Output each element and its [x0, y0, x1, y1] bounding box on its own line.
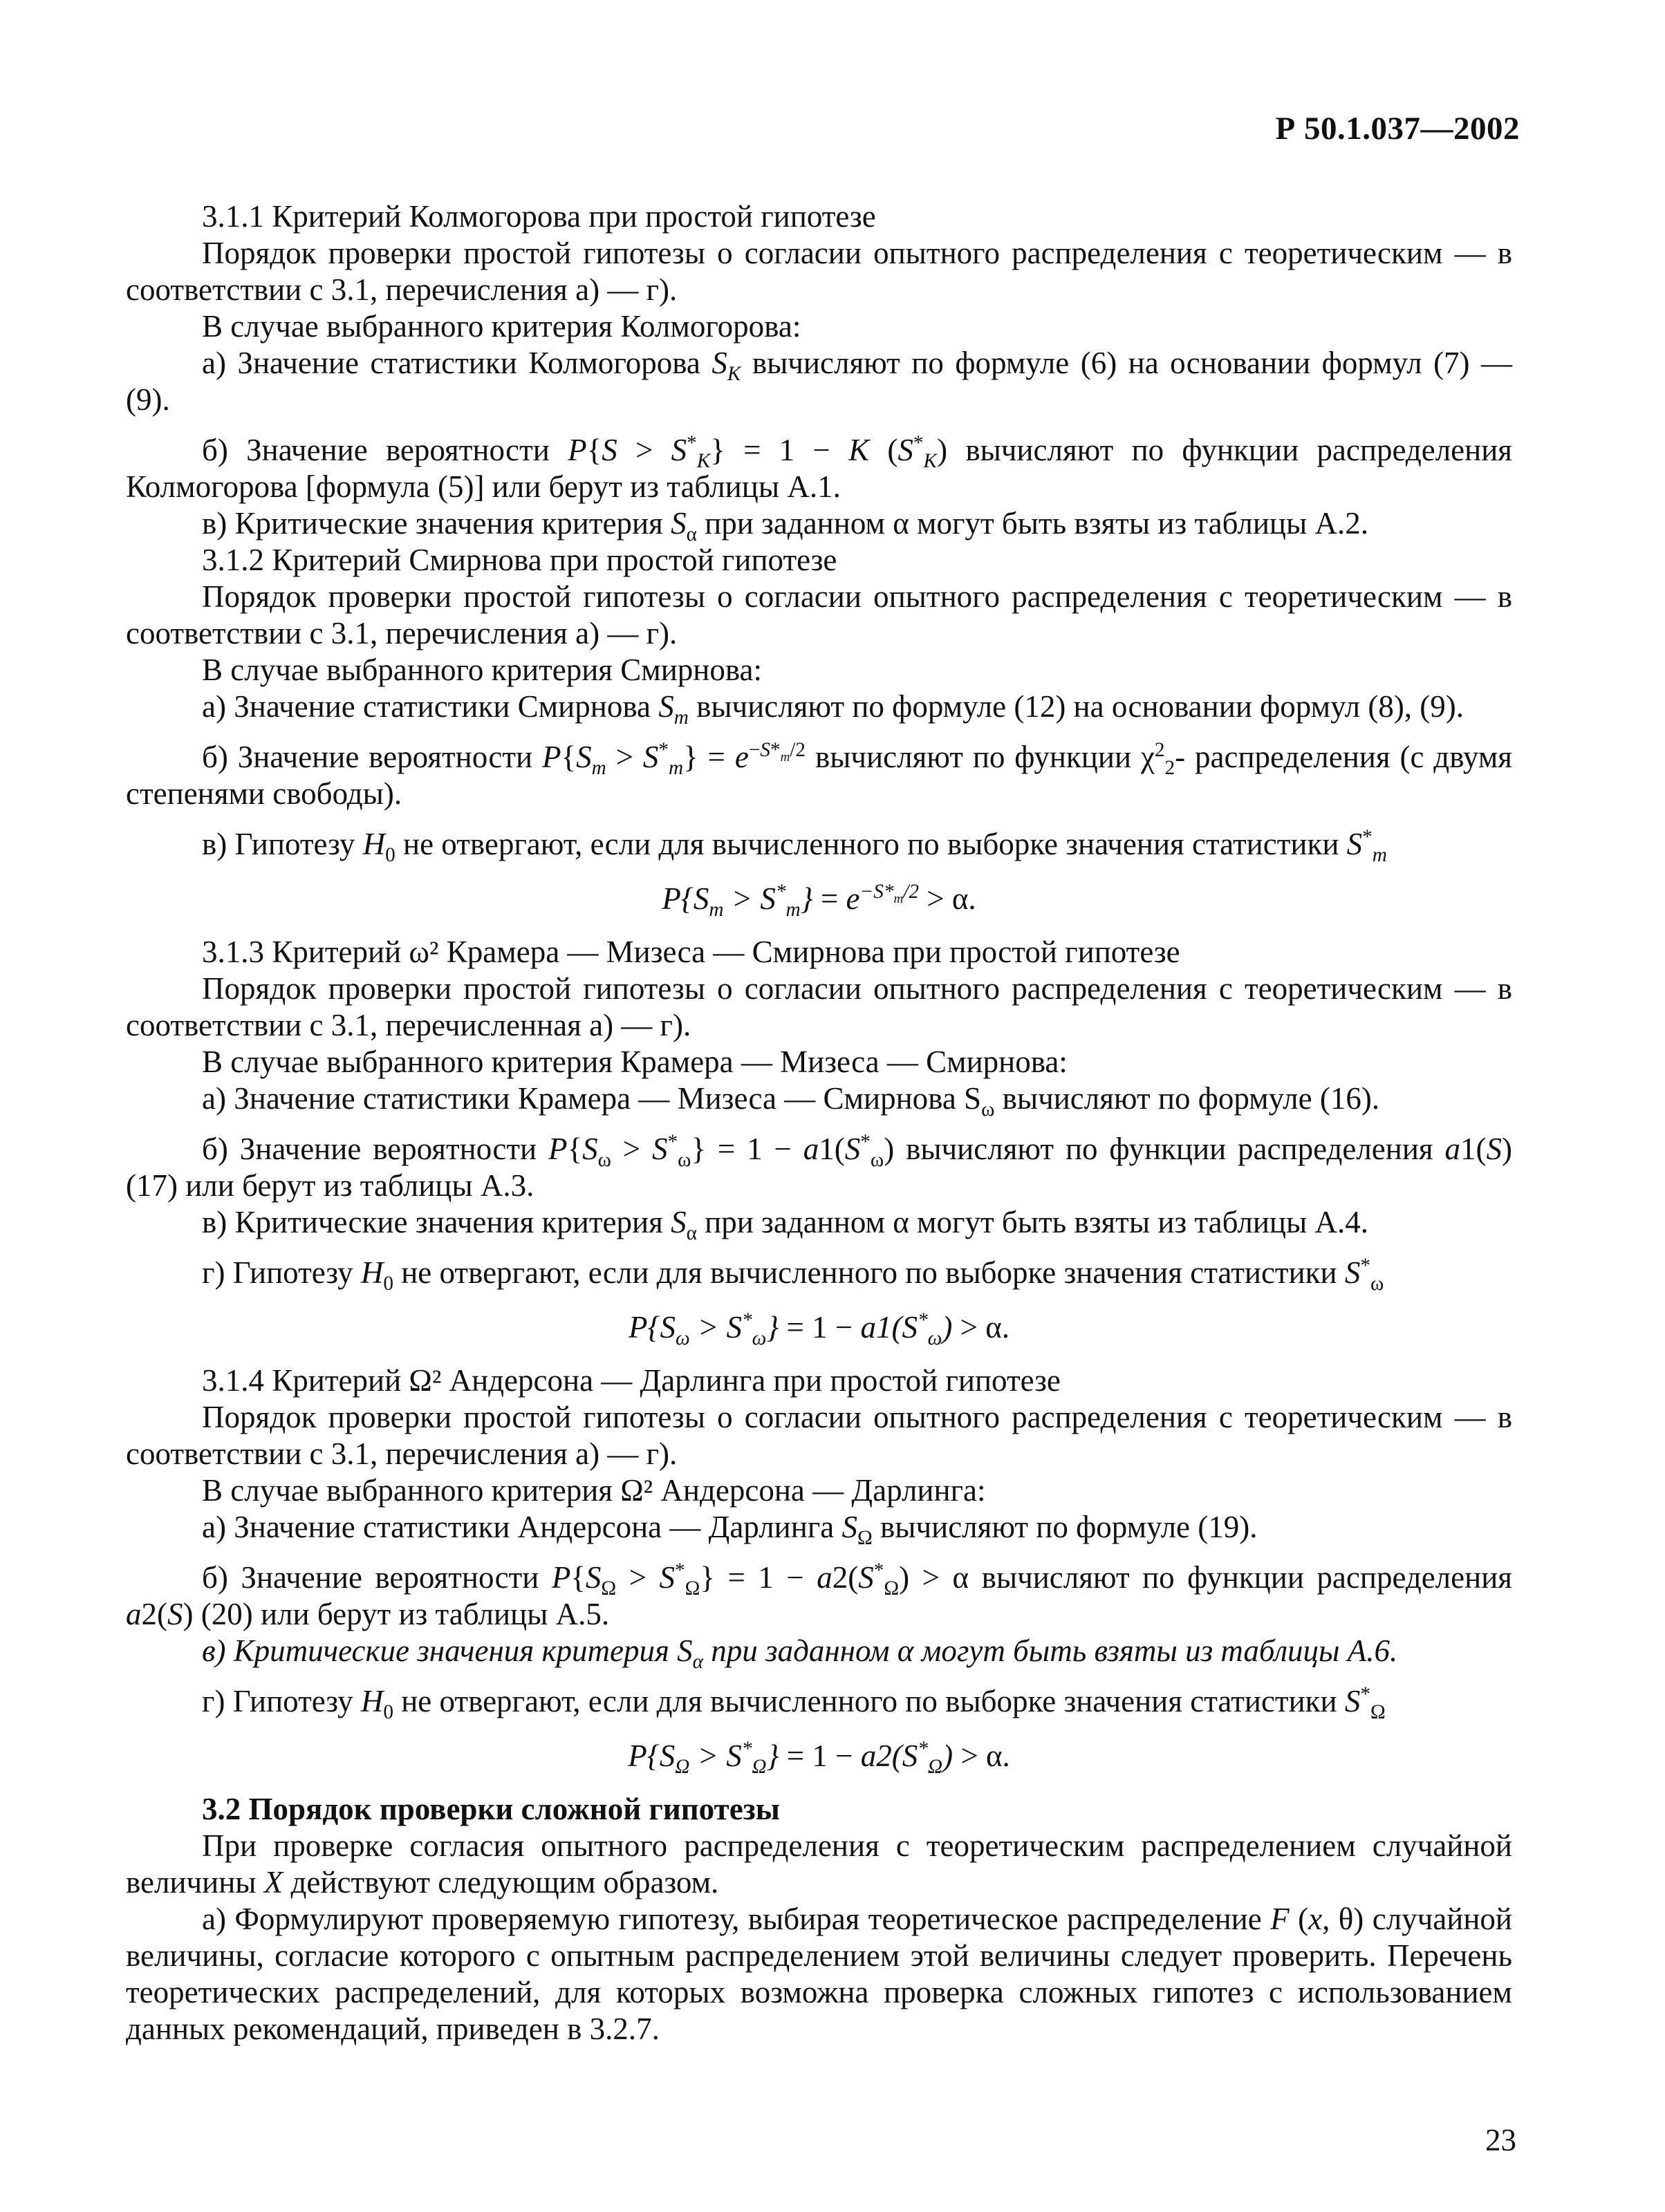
list-item-b: б) Значение вероятности $P\{S_m > S^*_m\} = e^{-S*_m/2}$ вычисляют по функции $\chi^2_2-$ распределения (с двумя степенями свободы).	[126, 739, 1512, 811]
formula-anderson: $P\{S_\Omega > S^*_\Omega\} = 1 - a2(S^*_\Omega) > \alpha$.	[628, 1738, 1010, 1778]
paragraph: Порядок проверки простой гипотезы о согласии опытного распределения с теоретическим — в соответствии с 3.1, перечисления а) — г).	[126, 1400, 1512, 1471]
paragraph: При проверке согласия опытного распределения с теоретическим распределением случайной величины X действуют следующим образом.	[126, 1828, 1512, 1900]
section-3-1-4-title: 3.1.4 Критерий Ω² Андерсона — Дарлинга при простой гипотезе	[202, 1363, 1061, 1398]
section-3-1-1-title: 3.1.1 Критерий Колмогорова при простой гипотезе	[202, 199, 876, 234]
list-item-d: г) Гипотезу $H_0$ не отвергают, если для вычисленного по выборке значения статистики $S^*_\omega$	[202, 1255, 1384, 1295]
list-item-a: а) Значение статистики Крамера — Мизеса — Смирнова $S_\omega$ вычисляют по формуле (16).	[202, 1081, 1380, 1121]
section-3-1-2-title: 3.1.2 Критерий Смирнова при простой гипотезе	[202, 543, 837, 577]
list-item-b: б) Значение вероятности $P\{S_\omega > S^*_\omega\} = 1 - a1(S^*_\omega)$ вычисляют по функции распределения a1(S) (17) или берут из таблицы А.3.	[126, 1131, 1512, 1203]
list-item-a: а) Значение статистики Колмогорова $S_K$ вычисляют по формуле (6) на основании формул (7) — (9).	[126, 346, 1513, 417]
paragraph: В случае выбранного критерия Крамера — Мизеса — Смирнова:	[202, 1044, 1068, 1079]
paragraph: Порядок проверки простой гипотезы о согласии опытного распределения с теоретическим — в соответствии с 3.1, перечисления а) — г).	[126, 236, 1512, 307]
formula-smirnov: $P\{S_m > S^*_m\} = e^{-S*_m/2} > \alpha$.	[662, 881, 976, 921]
list-item-a: а) Значение статистики Андерсона — Дарлинга $S_\Omega$ вычисляют по формуле (19).	[202, 1510, 1258, 1549]
paragraph: Порядок проверки простой гипотезы о согласии опытного распределения с теоретическим — в соответствии с 3.1, перечисленная а) — г).	[126, 971, 1512, 1042]
paragraph: В случае выбранного критерия Колмогорова:	[202, 309, 801, 344]
list-item-c: в) Критические значения критерия $S_\alpha$ при заданном α могут быть взяты из таблицы А.2.	[202, 506, 1368, 545]
list-item-a: а) Значение статистики Смирнова $S_m$ вычисляют по формуле (12) на основании формул (8), (9).	[202, 689, 1464, 729]
list-item-d: г) Гипотезу $H_0$ не отвергают, если для вычисленного по выборке значения статистики $S^*_\Omega$	[202, 1683, 1386, 1723]
paragraph: В случае выбранного критерия Смирнова:	[202, 653, 763, 687]
page-number: 23	[1485, 2123, 1516, 2157]
list-item-b: б) Значение вероятности $P\{S_\Omega > S^*_\Omega\} = 1 - a2(S^*_\Omega) > \alpha$ вычисляют по функции распределения a2(S) (20) или берут из таблицы А.5.	[126, 1559, 1512, 1631]
section-3-2-title: 3.2 Порядок проверки сложной гипотезы	[202, 1792, 780, 1826]
list-item-c: в) Гипотезу $H_0$ не отвергают, если для вычисленного по выборке значения статистики $S^*_m$	[202, 826, 1387, 866]
document-code: Р 50.1.037—2002	[1275, 111, 1520, 147]
section-3-1-3-title: 3.1.3 Критерий ω² Крамера — Мизеса — Смирнова при простой гипотезе	[202, 935, 1180, 969]
list-item-a: а) Формулируют проверяемую гипотезу, выбирая теоретическое распределение F (x, θ) случайной величины, согласие которого с опытным распределением этой величины следует проверить. Перечень теоретических распределений, для которых возможна проверка сложных гипотез с использованием данных рекомендаций, приведен в 3.2.7.	[126, 1902, 1513, 2046]
list-item-c: в) Критические значения критерия $S_\alpha$ при заданном α могут быть взяты из таблицы А.4.	[202, 1205, 1368, 1244]
document-body	[126, 198, 1512, 2047]
list-item-c: в) Критические значения критерия $S_\alpha$ при заданном α могут быть взяты из таблицы А.6.	[202, 1633, 1398, 1673]
formula-cramer: $P\{S_\omega > S^*_\omega\} = 1 - a1(S^*_\omega) > \alpha$.	[628, 1309, 1010, 1349]
list-item-b: б) Значение вероятности $P\{S > S^*_K\} = 1 - K$ $(S^*_K)$ вычисляют по функции распределения Колмогорова [формула (5)] или берут из таблицы А.1.	[126, 432, 1512, 504]
paragraph: Порядок проверки простой гипотезы о согласии опытного распределения с теоретическим — в соответствии с 3.1, перечисления а) — г).	[126, 579, 1512, 650]
paragraph: В случае выбранного критерия Ω² Андерсона — Дарлинга:	[202, 1473, 986, 1508]
